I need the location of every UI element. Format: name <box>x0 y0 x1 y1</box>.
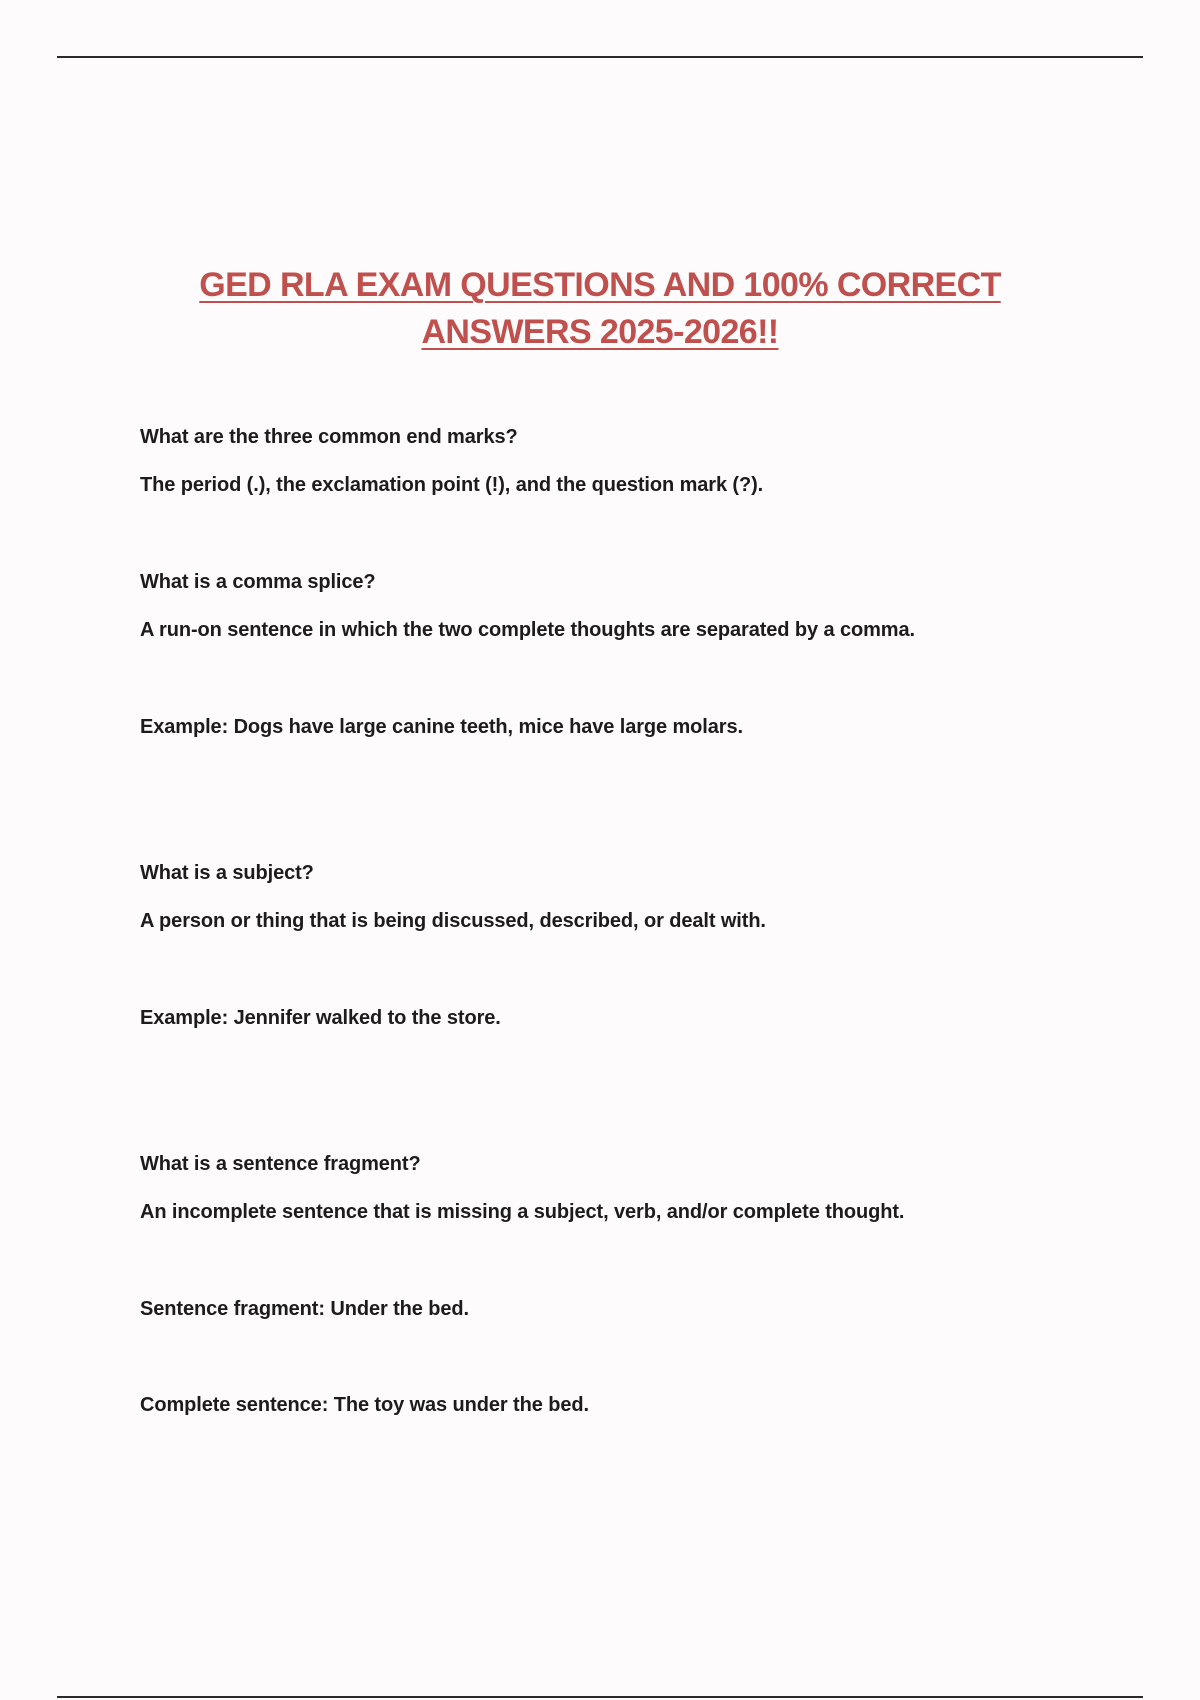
example-subject: Example: Jennifer walked to the store. <box>140 1007 501 1029</box>
answer-sentence-fragment: An incomplete sentence that is missing a subject, verb, and/or complete thought. <box>140 1201 905 1223</box>
question-end-marks: What are the three common end marks? <box>140 426 518 448</box>
answer-comma-splice: A run-on sentence in which the two complete thoughts are separated by a comma. <box>140 619 915 641</box>
title-line-1: GED RLA EXAM QUESTIONS AND 100% CORRECT <box>199 266 1001 304</box>
question-sentence-fragment: What is a sentence fragment? <box>140 1153 421 1175</box>
answer-end-marks: The period (.), the exclamation point (!), and the question mark (?). <box>140 474 764 496</box>
bottom-rule <box>57 1696 1143 1698</box>
document-title <box>150 262 1050 356</box>
question-comma-splice: What is a comma splice? <box>140 571 376 593</box>
example-sentence-fragment: Sentence fragment: Under the bed. <box>140 1298 469 1320</box>
top-rule <box>57 56 1143 58</box>
example-complete-sentence: Complete sentence: The toy was under the bed. <box>140 1394 589 1416</box>
answer-subject: A person or thing that is being discussed, described, or dealt with. <box>140 910 766 932</box>
question-subject: What is a subject? <box>140 862 314 884</box>
title-line-2: ANSWERS 2025-2026!! <box>421 313 779 351</box>
example-comma-splice: Example: Dogs have large canine teeth, mice have large molars. <box>140 716 743 738</box>
